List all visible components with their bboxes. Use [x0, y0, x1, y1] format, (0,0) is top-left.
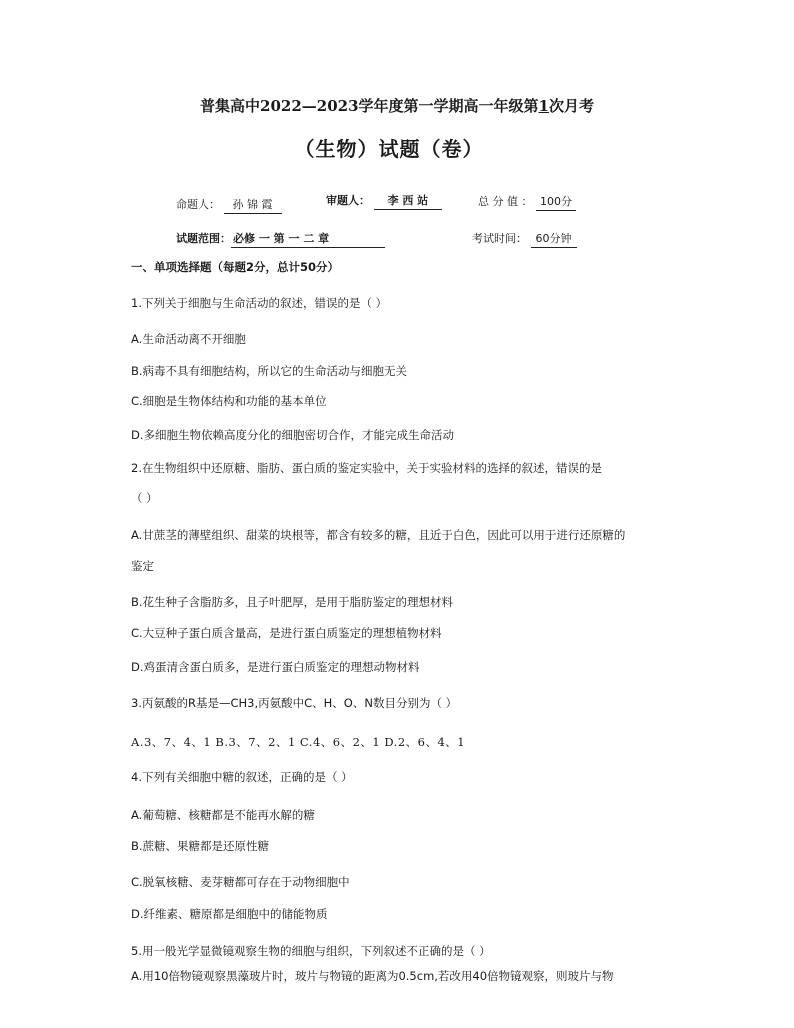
question-3: 3.丙氨酸的R基是—CH3,丙氨酸中C、H、O、N数目分别为（ ）	[131, 696, 458, 710]
option-1a: A.生命活动离不开细胞	[131, 332, 246, 346]
title-suffix: 次月考	[548, 97, 594, 115]
time-value: 60分钟	[531, 230, 577, 248]
title-prefix: 普集高中2022—2023学年度第一学期高一年级第	[200, 97, 539, 115]
option-2a-cont: 鉴定	[131, 559, 154, 573]
reviewer-label: 审题人：	[326, 194, 370, 207]
option-1d: D.多细胞生物依赖高度分化的细胞密切合作，才能完成生命活动	[131, 428, 455, 442]
author-value: 孙 锦 霞	[224, 196, 282, 214]
section-heading: 一、单项选择题（每题2分，总计50分）	[131, 260, 340, 274]
time-field	[472, 230, 577, 248]
score-field	[478, 193, 576, 211]
question-3-options: A.3、7、4、1 B.3、7、2、1 C.4、6、2、1 D.2、6、4、1	[131, 735, 466, 749]
time-label: 考试时间：	[472, 232, 527, 245]
reviewer-value: 李 西 站	[374, 192, 442, 210]
option-2a: A.甘蔗茎的薄壁组织、甜菜的块根等，都含有较多的糖，且近于白色，因此可以用于进行还原糖的	[131, 528, 626, 542]
option-2b: B.花生种子含脂肪多，且子叶肥厚，是用于脂肪鉴定的理想材料	[131, 595, 454, 609]
option-2d: D.鸡蛋清含蛋白质多，是进行蛋白质鉴定的理想动物材料	[131, 660, 420, 674]
option-1c: C.细胞是生物体结构和功能的基本单位	[131, 394, 327, 408]
score-label: 总 分 值 ：	[478, 195, 533, 208]
option-4a: A.葡萄糖、核糖都是不能再水解的糖	[131, 808, 315, 822]
option-4c: C.脱氧核糖、麦芽糖都可存在于动物细胞中	[131, 875, 350, 889]
score-value: 100分	[536, 193, 576, 211]
scope-value: 必修 一 第 一 二 章	[231, 230, 385, 248]
option-4b: B.蔗糖、果糖都是还原性糖	[131, 839, 270, 853]
scope-field	[176, 230, 385, 248]
author-label: 命题人：	[176, 198, 220, 211]
option-1b: B.病毒不具有细胞结构，所以它的生命活动与细胞无关	[131, 364, 408, 378]
exam-title	[0, 95, 794, 116]
author-field	[176, 196, 282, 214]
option-5a: A.用10倍物镜观察黑藻玻片时，玻片与物镜的距离为0.5cm,若改用40倍物镜观察，则玻片与物	[131, 969, 614, 983]
question-1: 1.下列关于细胞与生命活动的叙述，错误的是（ ）	[131, 296, 388, 310]
option-4d: D.纤维素、糖原都是细胞中的储能物质	[131, 907, 328, 921]
reviewer-field	[326, 192, 442, 210]
scope-label: 试题范围：	[176, 232, 231, 245]
question-2-paren: （ ）	[131, 491, 158, 505]
question-5: 5.用一般光学显微镜观察生物的细胞与组织，下列叙述不正确的是（ ）	[131, 944, 491, 958]
exam-subtitle: （生物）试题（卷）	[294, 137, 484, 161]
option-2c: C.大豆种子蛋白质含量高，是进行蛋白质鉴定的理想植物材料	[131, 626, 442, 640]
question-2: 2.在生物组织中还原糖、脂肪、蛋白质的鉴定实验中，关于实验材料的选择的叙述，错误的是	[131, 461, 602, 475]
question-4: 4.下列有关细胞中糖的叙述，正确的是（ ）	[131, 770, 353, 784]
exam-number: 1	[538, 97, 549, 115]
